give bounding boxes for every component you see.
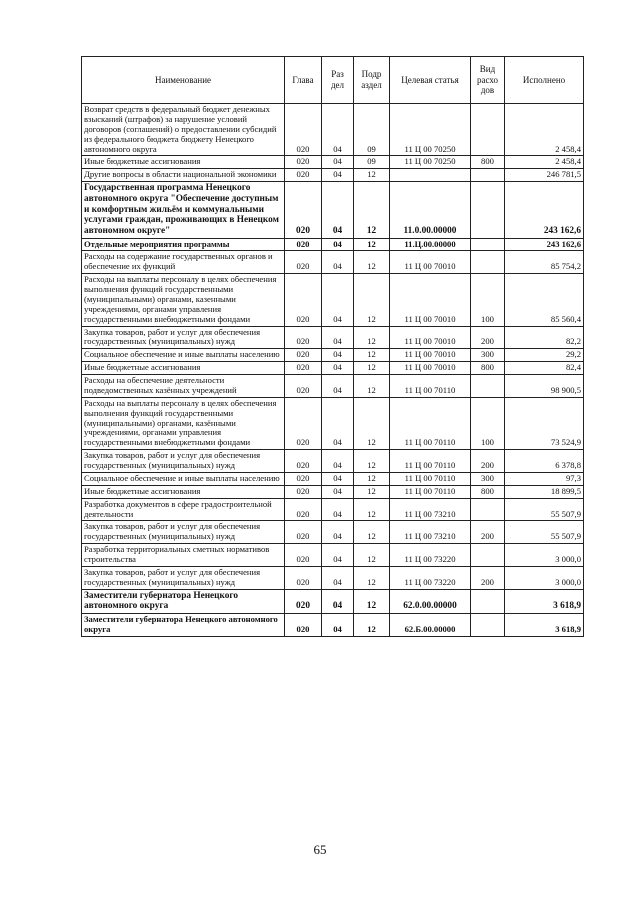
row-name: Отдельные мероприятия программы [82, 238, 285, 251]
row-podrazdel: 12 [354, 450, 390, 473]
row-name: Иные бюджетные ассигнования [82, 362, 285, 375]
row-glava: 020 [285, 274, 322, 326]
row-executed-amount: 6 378,8 [505, 450, 584, 473]
row-razdel: 04 [322, 397, 354, 449]
column-header-podrazdel: Подр аздел [354, 57, 390, 104]
row-executed-amount: 82,2 [505, 326, 584, 349]
row-expense-type: 800 [471, 362, 505, 375]
row-glava: 020 [285, 238, 322, 251]
row-target-article: 62.Б.00.00000 [390, 614, 471, 637]
table-row [82, 397, 584, 449]
row-target-article: 11 Ц 00 73210 [390, 498, 471, 521]
row-glava: 020 [285, 472, 322, 485]
row-target-article: 11 Ц 00 70010 [390, 326, 471, 349]
row-executed-amount: 85 560,4 [505, 274, 584, 326]
row-glava: 020 [285, 251, 322, 274]
row-expense-type [471, 589, 505, 613]
row-razdel: 04 [322, 104, 354, 156]
row-podrazdel: 12 [354, 614, 390, 637]
table-row [82, 521, 584, 544]
row-expense-type [471, 544, 505, 567]
row-glava: 020 [285, 589, 322, 613]
row-expense-type [471, 182, 505, 238]
table-row [82, 472, 584, 485]
row-razdel: 04 [322, 169, 354, 182]
row-podrazdel: 12 [354, 251, 390, 274]
row-name: Закупка товаров, работ и услуг для обеспечения государственных (муниципальных) нужд [82, 450, 285, 473]
row-glava: 020 [285, 349, 322, 362]
row-podrazdel: 12 [354, 274, 390, 326]
row-name: Государственная программа Ненецкого автономного округа "Обеспечение доступным и комфортным жильём и коммунальными услугами граждан, проживающих в Ненецком автономном округе" [82, 182, 285, 238]
table-row [82, 104, 584, 156]
row-name: Разработка документов в сфере градостроительной деятельности [82, 498, 285, 521]
row-razdel: 04 [322, 251, 354, 274]
table-row [82, 589, 584, 613]
row-target-article: 11.0.00.00000 [390, 182, 471, 238]
table-row [82, 251, 584, 274]
table-row [82, 182, 584, 238]
row-expense-type: 100 [471, 274, 505, 326]
row-razdel: 04 [322, 156, 354, 169]
row-podrazdel: 12 [354, 566, 390, 589]
row-glava: 020 [285, 614, 322, 637]
row-executed-amount: 97,3 [505, 472, 584, 485]
row-razdel: 04 [322, 326, 354, 349]
row-razdel: 04 [322, 614, 354, 637]
row-target-article: 11 Ц 00 70110 [390, 375, 471, 398]
table-row [82, 485, 584, 498]
row-glava: 020 [285, 521, 322, 544]
row-executed-amount: 29,2 [505, 349, 584, 362]
row-podrazdel: 12 [354, 375, 390, 398]
row-glava: 020 [285, 326, 322, 349]
row-razdel: 04 [322, 349, 354, 362]
table-row [82, 274, 584, 326]
table-row [82, 156, 584, 169]
row-glava: 020 [285, 104, 322, 156]
row-glava: 020 [285, 450, 322, 473]
row-expense-type: 300 [471, 472, 505, 485]
row-executed-amount: 3 618,9 [505, 589, 584, 613]
row-expense-type: 200 [471, 566, 505, 589]
row-podrazdel: 12 [354, 349, 390, 362]
row-razdel: 04 [322, 589, 354, 613]
row-executed-amount: 55 507,9 [505, 521, 584, 544]
table-header-row [82, 57, 584, 104]
row-razdel: 04 [322, 182, 354, 238]
row-executed-amount: 243 162,6 [505, 238, 584, 251]
table-body [82, 104, 584, 637]
row-razdel: 04 [322, 498, 354, 521]
row-executed-amount: 98 900,5 [505, 375, 584, 398]
row-podrazdel: 12 [354, 589, 390, 613]
row-razdel: 04 [322, 274, 354, 326]
row-executed-amount: 3 000,0 [505, 566, 584, 589]
row-glava: 020 [285, 544, 322, 567]
row-razdel: 04 [322, 485, 354, 498]
column-header-razdel: Раз дел [322, 57, 354, 104]
row-target-article [390, 169, 471, 182]
row-executed-amount: 18 899,5 [505, 485, 584, 498]
row-target-article: 11 Ц 00 70010 [390, 362, 471, 375]
row-executed-amount: 3 618,9 [505, 614, 584, 637]
row-name: Социальное обеспечение и иные выплаты населению [82, 472, 285, 485]
row-name: Расходы на выплаты персоналу в целях обеспечения выполнения функций государственными (муниципальными) органами, казёнными учреждениями, органами управления государственными внебюджетными фондами [82, 397, 285, 449]
column-header-target-article: Целевая статья [390, 57, 471, 104]
row-name: Закупка товаров, работ и услуг для обеспечения государственных (муниципальных) нужд [82, 566, 285, 589]
row-target-article: 11 Ц 00 70010 [390, 274, 471, 326]
row-target-article: 11 Ц 00 70110 [390, 397, 471, 449]
row-target-article: 11 Ц 00 70010 [390, 251, 471, 274]
row-expense-type: 200 [471, 326, 505, 349]
table-row [82, 362, 584, 375]
row-name: Другие вопросы в области национальной экономики [82, 169, 285, 182]
row-executed-amount: 3 000,0 [505, 544, 584, 567]
row-name: Иные бюджетные ассигнования [82, 485, 285, 498]
table-row [82, 326, 584, 349]
row-glava: 020 [285, 375, 322, 398]
row-target-article: 11 Ц 00 70250 [390, 104, 471, 156]
row-expense-type: 100 [471, 397, 505, 449]
row-podrazdel: 12 [354, 498, 390, 521]
row-target-article: 11 Ц 00 70010 [390, 349, 471, 362]
row-podrazdel: 09 [354, 104, 390, 156]
table-row [82, 169, 584, 182]
row-target-article: 11 Ц 00 73220 [390, 566, 471, 589]
row-razdel: 04 [322, 375, 354, 398]
row-podrazdel: 12 [354, 169, 390, 182]
page-number: 65 [313, 842, 327, 857]
row-target-article: 11 Ц 00 70110 [390, 485, 471, 498]
row-podrazdel: 12 [354, 397, 390, 449]
row-glava: 020 [285, 156, 322, 169]
row-target-article: 11 Ц 00 70250 [390, 156, 471, 169]
row-name: Социальное обеспечение и иные выплаты населению [82, 349, 285, 362]
row-expense-type [471, 375, 505, 398]
column-header-name: Наименование [82, 57, 285, 104]
row-glava: 020 [285, 169, 322, 182]
column-header-glava: Глава [285, 57, 322, 104]
row-target-article: 11 Ц 00 73210 [390, 521, 471, 544]
row-target-article: 11 Ц 00 73220 [390, 544, 471, 567]
row-podrazdel: 12 [354, 472, 390, 485]
table-row [82, 614, 584, 637]
row-executed-amount: 243 162,6 [505, 182, 584, 238]
row-executed-amount: 2 458,4 [505, 104, 584, 156]
row-expense-type [471, 498, 505, 521]
row-podrazdel: 12 [354, 544, 390, 567]
column-header-expense-type: Вид расхо дов [471, 57, 505, 104]
row-executed-amount: 2 458,4 [505, 156, 584, 169]
row-razdel: 04 [322, 472, 354, 485]
row-name: Закупка товаров, работ и услуг для обеспечения государственных (муниципальных) нужд [82, 326, 285, 349]
column-header-executed: Исполнено [505, 57, 584, 104]
row-podrazdel: 12 [354, 326, 390, 349]
row-name: Заместители губернатора Ненецкого автономного округа [82, 589, 285, 613]
row-glava: 020 [285, 485, 322, 498]
row-razdel: 04 [322, 544, 354, 567]
row-executed-amount: 246 781,5 [505, 169, 584, 182]
row-executed-amount: 85 754,2 [505, 251, 584, 274]
row-glava: 020 [285, 566, 322, 589]
row-name: Расходы на обеспечение деятельности подведомственных казённых учреждений [82, 375, 285, 398]
row-expense-type: 200 [471, 450, 505, 473]
row-name: Возврат средств в федеральный бюджет денежных взысканий (штрафов) за нарушение условий договоров (соглашений) о предоставлении субсидий из федерального бюджета бюджету Ненецкого автономного округа [82, 104, 285, 156]
row-name: Закупка товаров, работ и услуг для обеспечения государственных (муниципальных) нужд [82, 521, 285, 544]
table-row [82, 375, 584, 398]
row-executed-amount: 73 524,9 [505, 397, 584, 449]
row-razdel: 04 [322, 362, 354, 375]
row-podrazdel: 12 [354, 521, 390, 544]
row-expense-type [471, 169, 505, 182]
row-podrazdel: 12 [354, 182, 390, 238]
row-expense-type [471, 614, 505, 637]
table-row [82, 238, 584, 251]
table-row [82, 566, 584, 589]
table-row [82, 498, 584, 521]
table-row [82, 450, 584, 473]
row-podrazdel: 09 [354, 156, 390, 169]
row-expense-type [471, 238, 505, 251]
table-row [82, 544, 584, 567]
row-expense-type: 300 [471, 349, 505, 362]
row-name: Расходы на выплаты персоналу в целях обеспечения выполнения функций государственными (муниципальными) органами, казенными учреждениями, органами управления государственными внебюджетными фондами [82, 274, 285, 326]
row-razdel: 04 [322, 566, 354, 589]
budget-table [81, 56, 584, 637]
row-target-article: 11 Ц 00 70110 [390, 450, 471, 473]
row-razdel: 04 [322, 521, 354, 544]
row-glava: 020 [285, 182, 322, 238]
row-target-article: 62.0.00.00000 [390, 589, 471, 613]
row-expense-type [471, 104, 505, 156]
row-executed-amount: 55 507,9 [505, 498, 584, 521]
row-glava: 020 [285, 397, 322, 449]
row-executed-amount: 82,4 [505, 362, 584, 375]
row-podrazdel: 12 [354, 362, 390, 375]
row-name: Расходы на содержание государственных органов и обеспечение их функций [82, 251, 285, 274]
row-target-article: 11.Ц.00.00000 [390, 238, 471, 251]
row-expense-type: 800 [471, 485, 505, 498]
row-expense-type: 200 [471, 521, 505, 544]
row-razdel: 04 [322, 450, 354, 473]
row-expense-type [471, 251, 505, 274]
row-razdel: 04 [322, 238, 354, 251]
row-podrazdel: 12 [354, 485, 390, 498]
row-name: Разработка территориальных сметных нормативов строительства [82, 544, 285, 567]
row-name: Заместители губернатора Ненецкого автономного округа [82, 614, 285, 637]
row-podrazdel: 12 [354, 238, 390, 251]
row-glava: 020 [285, 498, 322, 521]
row-expense-type: 800 [471, 156, 505, 169]
row-glava: 020 [285, 362, 322, 375]
row-target-article: 11 Ц 00 70110 [390, 472, 471, 485]
table-row [82, 349, 584, 362]
row-name: Иные бюджетные ассигнования [82, 156, 285, 169]
